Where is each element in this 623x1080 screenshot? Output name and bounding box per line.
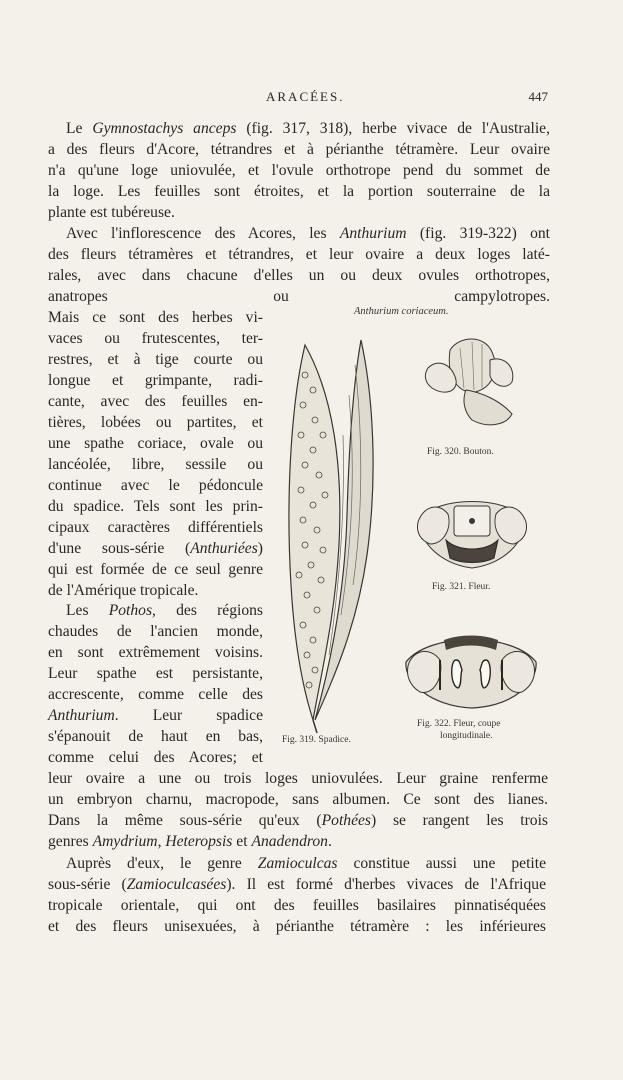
caption-fig321: Fig. 321. Fleur.: [432, 582, 491, 592]
text-line: Le Gymnostachys anceps (fig. 317, 318), herbe vivace de l'Australie,: [66, 120, 550, 137]
text-line: leur ovaire a une ou trois loges uniovulées. Leur graine renferme: [48, 770, 548, 787]
text-line: et des fleurs unisexuées, à périanthe tétramère : les inférieures: [48, 918, 546, 935]
text-line: plante est tubéreuse.: [48, 204, 175, 221]
text-line: du spadice. Tels sont les prin-: [48, 498, 263, 515]
text-line: un embryon charnu, macropode, sans albumen. Ce sont des lianes.: [48, 791, 548, 808]
text-line: d'une sous-série (Anthuriées): [48, 540, 263, 557]
caption-fig320: Fig. 320. Bouton.: [427, 447, 494, 457]
text-line: tropicale orientale, qui ont des feuilles basilaires pinnatiséquées: [48, 897, 546, 914]
caption-fig322-line1: Fig. 322. Fleur, coupe: [417, 719, 501, 729]
flower-illustration: [410, 488, 534, 572]
text-line: Anthurium. Leur spadice: [48, 707, 263, 724]
text-line: chaudes de l'ancien monde,: [48, 623, 263, 640]
text-line: une spathe coriace, ovale ou: [48, 435, 263, 452]
text-line: cante, avec des feuilles en-: [48, 393, 263, 410]
caption-fig319: Fig. 319. Spadice.: [282, 735, 351, 745]
text-line: continue avec le pédoncule: [48, 477, 263, 494]
text-line: s'épanouit de haut en bas,: [48, 728, 263, 745]
figure-title: Anthurium coriaceum.: [354, 306, 449, 317]
text-line: en sont extrêmement voisins.: [48, 644, 263, 661]
text-line: Avec l'inflorescence des Acores, les Anthurium (fig. 319-322) ont: [66, 225, 550, 242]
text-line: Les Pothos, des régions: [66, 602, 263, 619]
text-line: vaces ou frutescentes, ter-: [48, 330, 263, 347]
text-line: anatropes ou campylotropes.: [48, 288, 550, 305]
text-line: tières, lobées ou partites, et: [48, 414, 263, 431]
text-line: Dans la même sous-série qu'eux (Pothées) se rangent les trois: [48, 812, 548, 829]
text-line: Leur spathe est persistante,: [48, 665, 263, 682]
text-line: la loge. Les feuilles sont étroites, et la portion souterraine de la: [48, 183, 550, 200]
text-line: des fleurs tétramères et tétrandres, et leur ovaire a deux loges laté-: [48, 246, 550, 263]
caption-fig322-line2: longitudinale.: [440, 731, 493, 741]
text-line: de l'Amérique tropicale.: [48, 582, 199, 599]
text-line: sous-série (Zamioculcasées). Il est formé d'herbes vivaces de l'Afrique: [48, 876, 546, 893]
spadix-illustration: [283, 335, 383, 735]
page-number: 447: [528, 89, 548, 104]
text-line: lancéolée, libre, sessile ou: [48, 456, 263, 473]
text-line: genres Amydrium, Heteropsis et Anadendron.: [48, 833, 332, 850]
bud-illustration: [420, 330, 520, 430]
text-line: accrescente, comme celle des: [48, 686, 263, 703]
text-line: cipaux caractères différentiels: [48, 519, 263, 536]
text-line: Mais ce sont des herbes vi-: [48, 309, 263, 326]
text-line: restres, et à tige courte ou: [48, 351, 263, 368]
text-line: rales, avec dans chacune d'elles un ou deux ovules orthotropes,: [48, 267, 550, 284]
text-line: qui est formée de ce seul genre: [48, 561, 263, 578]
text-line: longue et grimpante, radi-: [48, 372, 263, 389]
text-line: Auprès d'eux, le genre Zamioculcas constitue aussi une petite: [66, 855, 546, 872]
flower-section-illustration: [400, 626, 542, 710]
text-line: comme celui des Acores; et: [48, 749, 263, 766]
running-head: [48, 89, 548, 109]
running-head-title: ARACÉES.: [266, 89, 345, 104]
text-line: a des fleurs d'Acore, tétrandres et à périanthe tétramère. Leur ovaire: [48, 141, 550, 158]
text-line: n'a qu'une loge uniovulée, et l'ovule orthotrope pend du sommet de: [48, 162, 550, 179]
